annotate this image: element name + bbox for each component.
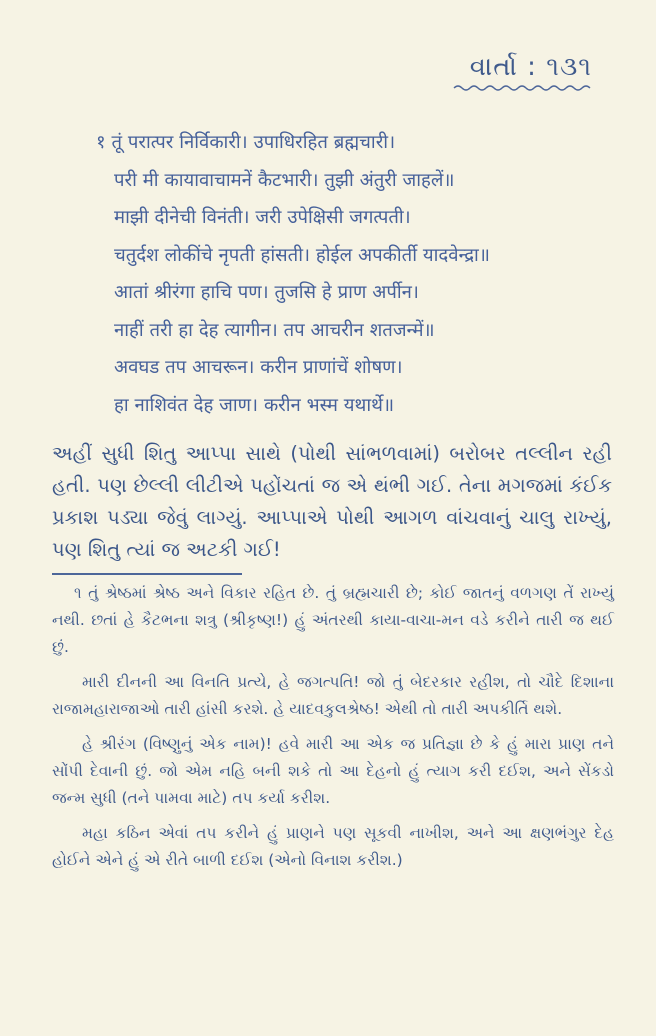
footnotes-block (52, 580, 614, 882)
verse-line-4: चतुर्दश लोकींचे नृपती हांसती। होईल अपकीर्ती यादवेन्द्रा॥ (114, 244, 490, 266)
footnote-1: ૧ તું શ્રેષ્ઠમાં શ્રેષ્ઠ અને વિકાર રહિત છે. તું બ્રહ્મચારી છે; કોઈ જાતનું વળગણ તેં રાખ્યું નથી. છતાં હે કૈટભના શત્રુ (શ્રીકૃષ્ણ!) હું અંતરથી કાયા-વાચા-મન વડે કરીને તારી જ થઈ છું. (52, 584, 614, 656)
verse-line-3: माझी दीनेची विनंती। जरी उपेक्षिसी जगत्पती। (114, 207, 411, 228)
verse-line-8: हा नाशिवंत देह जाण। करीन भस्म यथार्थे॥ (114, 394, 395, 416)
verse-line-2: परी मी कायावाचामनें कैटभारी। तुझी अंतुरी जाहलें॥ (114, 169, 455, 191)
verse-line-1: १ तूं परात्पर निर्विकारी। उपाधिरहित ब्रह्मचारी। (96, 132, 396, 153)
footnote-divider (52, 573, 242, 575)
verse-line-5: आतां श्रीरंगा हाचि पण। तुजसि हे प्राण अर्पीन। (114, 282, 419, 303)
header-squiggle-decoration (452, 83, 592, 93)
footnote-3: હે શ્રીરંગ (વિષ્ણુનું એક નામ)! હવે મારી આ એક જ પ્રતિજ્ઞા છે કે હું મારા પ્રાણ તને સોંપી દેવાની છું. જો એમ નહિ બની શકે તો આ દેહનો હું ત્યાગ કરી દઈશ, અને સેંકડો જન્મ સુધી (તને પામવા માટે) તપ કર્યા કરીશ. (52, 735, 614, 807)
page-number-label: વાર્તા : ૧૩૧ (469, 52, 592, 82)
page-header (452, 52, 592, 93)
main-paragraph: અહીં સુધી શિતુ આપ્પા સાથે (પોથી સાંભળવામાં) બરોબર તલ્લીન રહી હતી. પણ છેલ્લી લીટીએ પહોંચતાં જ એ થંભી ગઈ. તેના મગજમાં કંઈક પ્રકાશ પડ્યા જેવું લાગ્યું. આપ્પાએ પોથી આગળ વાંચવાનું ચાલુ રાખ્યું, પણ શિતુ ત્યાં જ અટકી ગઈ! (52, 442, 612, 561)
footnote-4: મહા કઠિન એવાં તપ કરીને હું પ્રાણને પણ સૂકવી નાખીશ, અને આ ક્ષણભંગુર દેહ હોઈને એને હું એ રીતે બાળી દઈશ (એનો વિનાશ કરીશ.) (52, 824, 614, 869)
verse-line-7: अवघड तप आचरून। करीन प्राणांचें शोषण। (114, 357, 403, 378)
marathi-verse-block (96, 124, 616, 424)
verse-line-6: नाहीं तरी हा देह त्यागीन। तप आचरीन शतजन्में॥ (114, 319, 435, 341)
footnote-2: મારી દીનની આ વિનતિ પ્રત્યે, હે જગત્પતિ! જો તું બેદરકાર રહીશ, તો ચૌદે દિશાના રાજામહારાજાઓ તારી હાંસી કરશે. હે યાદવકુલશ્રેષ્ઠ! એથી તો તારી અપકીર્તિ થશે. (52, 673, 614, 718)
